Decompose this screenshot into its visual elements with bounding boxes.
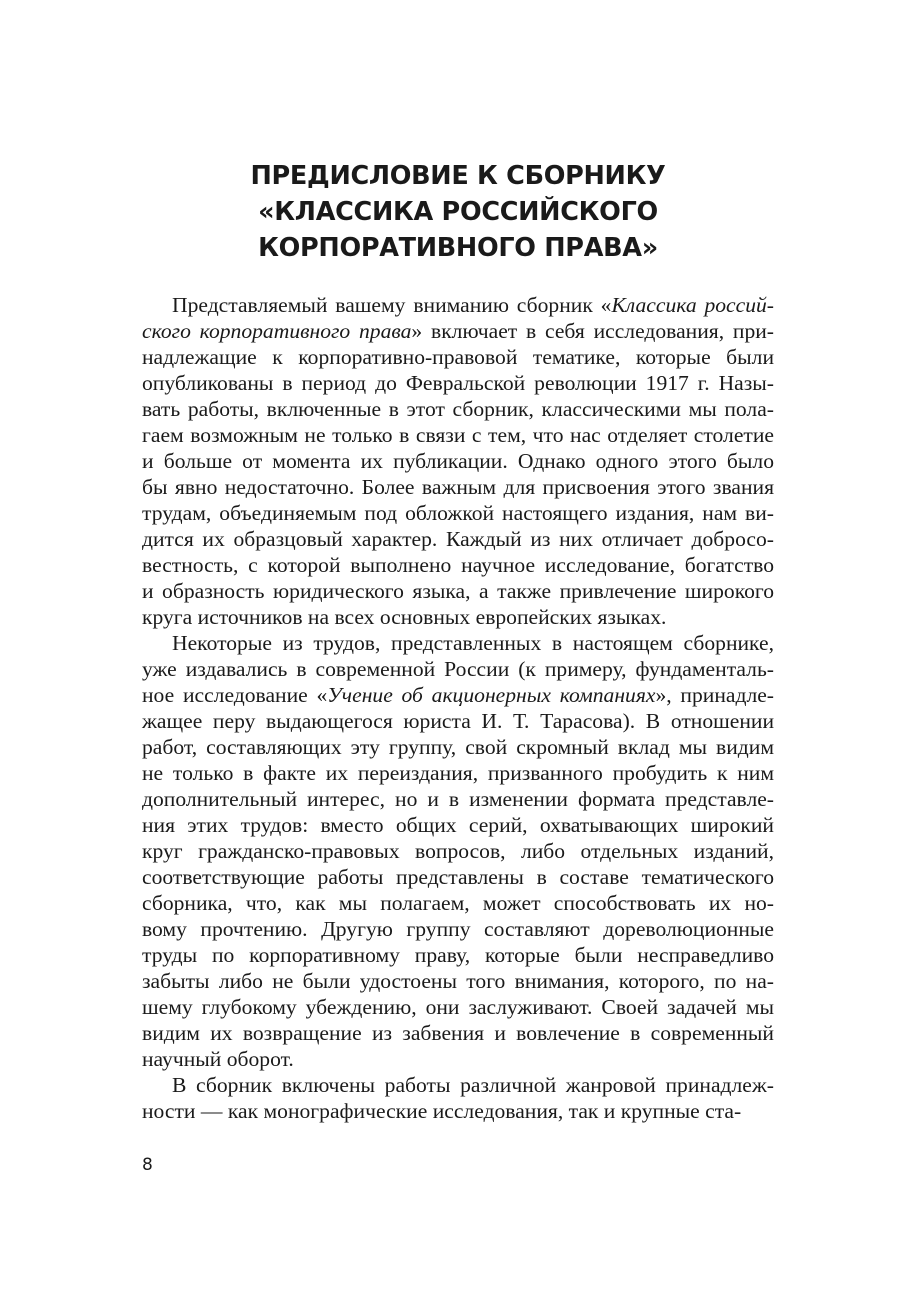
text-line [142,578,774,604]
italic-title: Учение об акционерных компаниях [327,683,656,707]
text-line [142,292,774,318]
text-line [142,734,774,760]
text-segment: ное исследование « [142,683,328,707]
text-line [142,526,774,552]
text-line [142,708,774,734]
paragraph [142,630,774,1072]
text-segment: жащее перу выдающегося юриста И. Т. Тарасова). В отношении [142,709,774,733]
text-line [142,656,774,682]
text-segment: забыты либо не были удостоены того внимания, которого, по на- [142,969,774,993]
text-segment: ности — как монографические исследования, так и крупные ста- [142,1099,742,1123]
text-segment: надлежащие к корпоративно-правовой тематике, которые были [142,345,774,369]
text-segment: вестность, с которой выполнено научное исследование, богатство [142,553,774,577]
text-segment: дится их образцовый характер. Каждый из них отличает добросо- [142,527,774,551]
text-line [142,1072,774,1098]
text-segment: видим их возвращение из забвения и вовлечение в современный [142,1021,774,1045]
italic-title: Классика россий- [611,293,774,317]
text-line [142,422,774,448]
text-line [142,604,774,630]
text-line [142,890,774,916]
text-line [142,474,774,500]
text-line [142,1020,774,1046]
text-line [142,994,774,1020]
text-line [142,552,774,578]
text-line [142,318,774,344]
page-number: 8 [142,1155,153,1175]
text-line [142,838,774,864]
text-line [142,682,774,708]
text-line [142,812,774,838]
text-line [142,630,774,656]
italic-title: ского корпоративного права [142,319,412,343]
text-line [142,1046,774,1072]
text-segment: вать работы, включенные в этот сборник, классическими мы пола- [142,397,774,421]
text-line [142,344,774,370]
text-segment: сборника, что, как мы полагаем, может способствовать их но- [142,891,774,915]
text-segment: не только в факте их переиздания, призванного пробудить к ним [142,761,774,785]
text-segment: шему глубокому убеждению, они заслуживают. Своей задачей мы [142,995,774,1019]
text-segment: круг гражданско-правовых вопросов, либо отдельных изданий, [142,839,774,863]
text-segment: работ, составляющих эту группу, свой скромный вклад мы видим [142,735,774,759]
title-line: «КЛАССИКА РОССИЙСКОГО [258,197,658,227]
text-line [142,396,774,422]
text-line [142,916,774,942]
title-line: КОРПОРАТИВНОГО ПРАВА» [258,233,658,263]
text-line [142,942,774,968]
paragraph [142,292,774,630]
text-line [142,1098,774,1124]
text-segment: дополнительный интерес, но и в изменении формата представле- [142,787,774,811]
text-line [142,370,774,396]
text-segment: В сборник включены работы различной жанровой принадлеж- [172,1073,774,1097]
text-segment: бы явно недостаточно. Более важным для присвоения этого звания [142,475,774,499]
page-title [142,158,774,266]
text-line [142,864,774,890]
preface-body [142,292,774,1124]
text-segment: научный оборот. [142,1047,294,1071]
text-line [142,500,774,526]
text-segment: гаем возможным не только в связи с тем, что нас отделяет столетие [142,423,774,447]
paragraph [142,1072,774,1124]
text-line [142,786,774,812]
text-segment: », принадле- [655,683,774,707]
text-segment: вому прочтению. Другую группу составляют дореволюционные [142,917,774,941]
text-line [142,968,774,994]
text-line [142,760,774,786]
text-segment: » включает в себя исследования, при- [411,319,774,343]
text-segment: соответствующие работы представлены в составе тематического [142,865,774,889]
title-line: ПРЕДИСЛОВИЕ К СБОРНИКУ [250,161,666,191]
text-segment: и больше от момента их публикации. Однако одного этого было [142,449,774,473]
text-segment: круга источников на всех основных европейских языках. [142,605,667,629]
text-line [142,448,774,474]
text-segment: труды по корпоративному праву, которые были несправедливо [142,943,774,967]
text-segment: Представляемый вашему вниманию сборник « [172,293,612,317]
text-segment: ния этих трудов: вместо общих серий, охватывающих широкий [142,813,774,837]
text-segment: и образность юридического языка, а также привлечение широкого [142,579,774,603]
text-segment: опубликованы в период до Февральской революции 1917 г. Назы- [142,371,774,395]
text-segment: трудам, объединяемым под обложкой настоящего издания, нам ви- [142,501,774,525]
text-segment: Некоторые из трудов, представленных в настоящем сборнике, [172,631,774,655]
text-segment: уже издавались в современной России (к примеру, фундаменталь- [142,657,774,681]
